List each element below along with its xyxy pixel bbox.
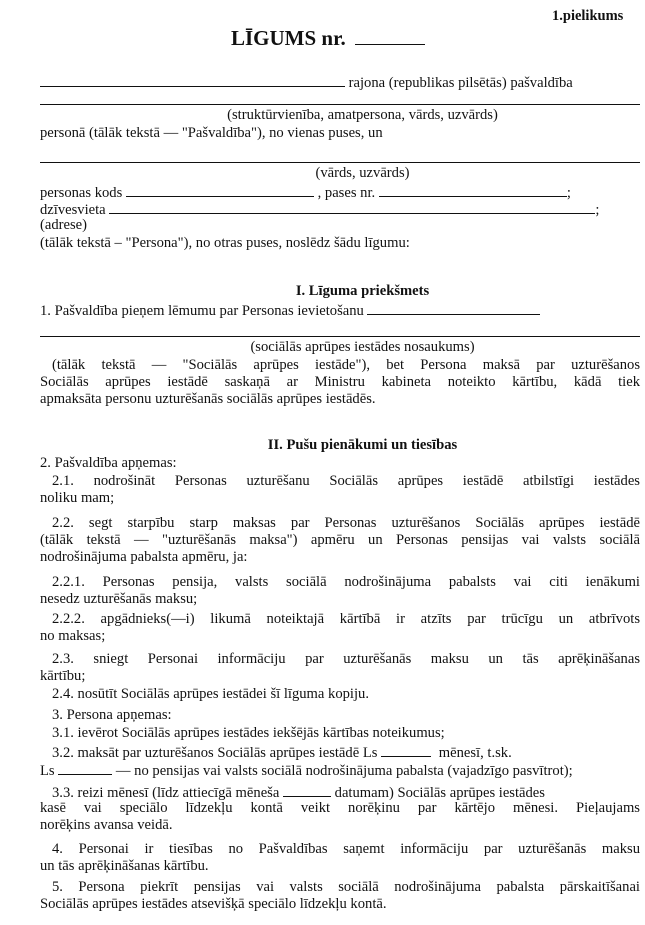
clause-3-3-line-1: 3.3. reizi mēnesī (līdz attiecīgā mēneša datumam) Sociālās aprūpes iestādes	[52, 785, 545, 801]
clause-3-3-line-3: norēķins avansa veidā.	[40, 817, 173, 833]
clause-2-3-line-2: kārtību;	[40, 668, 86, 684]
section-2-title: II. Pušu pienākumi un tiesības	[267, 437, 458, 453]
clause-3: 3. Persona apņemas:	[52, 707, 172, 723]
page-title: LĪGUMS nr.	[231, 26, 425, 50]
municipality-line: rajona (republikas pilsētās) pašvaldība	[40, 74, 573, 92]
institution-caption: (sociālās aprūpes iestādes nosaukums)	[250, 339, 475, 355]
clause-2-2-2-line-2: no maksas;	[40, 628, 106, 644]
name-caption: (vārds, uzvārds)	[315, 165, 410, 181]
section-1-item-1: 1. Pašvaldība pieņem lēmumu par Personas ievietošanu	[40, 302, 540, 320]
monthly-amount-blank[interactable]	[381, 744, 431, 757]
clause-3-2-line-1: 3.2. maksāt par uzturēšanos Sociālās aprūpes iestādē Ls mēnesī, t.sk.	[52, 745, 512, 761]
clause-3-2-line-2: Ls — no pensijas vai valsts sociālā nodrošinājuma pabalsta (vajadzīgo pasvītrot);	[40, 763, 573, 779]
clause-2-4: 2.4. nosūtīt Sociālās aprūpes iestādei šī līguma kopiju.	[52, 686, 369, 702]
clause-2: 2. Pašvaldība apņemas:	[40, 455, 177, 471]
annex-label: 1.pielikums	[552, 8, 624, 24]
clause-4-line-2: un tās aprēķināšanas kārtību.	[40, 858, 209, 874]
clause-2-1-line-1: 2.1. nodrošināt Personas uzturēšanu Sociālās aprūpes iestādē atbilstīgi iestādes	[52, 473, 640, 489]
clause-2-3-line-1: 2.3. sniegt Personai informāciju par uzturēšanās maksu un tās aprēķināšanas	[52, 651, 640, 667]
institution-blank-1[interactable]	[367, 302, 540, 315]
section-1-para-line-3: apmaksāta personu uzturēšanās sociālās aprūpes iestādēs.	[40, 391, 376, 407]
passport-blank[interactable]	[379, 184, 567, 197]
payment-day-blank[interactable]	[283, 784, 331, 797]
section-1-title: I. Līguma priekšmets	[295, 283, 430, 299]
person-party-line: personā (tālāk tekstā — "Pašvaldība"), no vienas puses, un	[40, 125, 383, 141]
address-caption: (adrese)	[40, 217, 87, 233]
structural-unit-blank[interactable]	[40, 104, 640, 105]
id-code-line: personas kods , pases nr. ;	[40, 185, 571, 201]
residence-line: dzīvesvieta ;	[40, 202, 600, 218]
section-1-para-line-2: Sociālās aprūpes iestādē saskaņā ar Ministru kabineta noteikto kārtību, kādā tiek	[40, 374, 640, 390]
residence-blank[interactable]	[109, 201, 595, 214]
clause-2-2-line-1: 2.2. segt starpību starp maksas par Personas uzturēšanos Sociālās aprūpes iestādē	[52, 515, 640, 531]
municipality-blank[interactable]	[40, 74, 345, 87]
pension-amount-blank[interactable]	[58, 762, 112, 775]
clause-2-2-2-line-1: 2.2.2. apgādnieks(—i) likumā noteiktajā kārtībā ir atzīts par trūcīgu un atbrīvots	[52, 611, 640, 627]
name-blank[interactable]	[40, 162, 640, 163]
institution-blank-2[interactable]	[40, 336, 640, 337]
clause-3-1: 3.1. ievērot Sociālās aprūpes iestādes iekšējās kārtības noteikumus;	[52, 725, 445, 741]
clause-3-3-line-2: kasē vai speciālo līdzekļu kontā veikt norēķinu par kārtējo mēnesi. Pieļaujams	[40, 800, 640, 816]
structural-unit-caption: (struktūrvienība, amatpersona, vārds, uzvārds)	[227, 107, 498, 123]
section-1-para-line-1: (tālāk tekstā — "Sociālās aprūpes iestāde"), bet Persona maksā par uzturēšanos	[52, 357, 640, 373]
clause-2-2-line-3: nodrošinājuma pabalsta apmēru, ja:	[40, 549, 248, 565]
clause-2-1-line-2: noliku mam;	[40, 490, 115, 506]
id-code-blank[interactable]	[126, 184, 314, 197]
contract-number-blank[interactable]	[355, 28, 425, 45]
clause-5-line-2: Sociālās aprūpes iestādes atsevišķā speciālo līdzekļu kontā.	[40, 896, 387, 912]
other-party-line: (tālāk tekstā – "Persona"), no otras puses, noslēdz šādu līgumu:	[40, 235, 410, 251]
clause-2-2-line-2: (tālāk tekstā — "uzturēšanās maksa") apmēru un Personas pensijas vai valsts sociālā	[40, 532, 640, 548]
clause-2-2-1-line-2: nesedz uzturēšanās maksu;	[40, 591, 198, 607]
clause-2-2-1-line-1: 2.2.1. Personas pensija, valsts sociālā nodrošinājuma pabalsts vai citi ienākumi	[52, 574, 640, 590]
clause-5-line-1: 5. Persona piekrīt pensijas vai valsts sociālā nodrošinājuma pabalsta pārskaitīšanai	[52, 879, 640, 895]
clause-4-line-1: 4. Personai ir tiesības no Pašvaldības saņemt informāciju par uzturēšanās maksu	[52, 841, 640, 857]
